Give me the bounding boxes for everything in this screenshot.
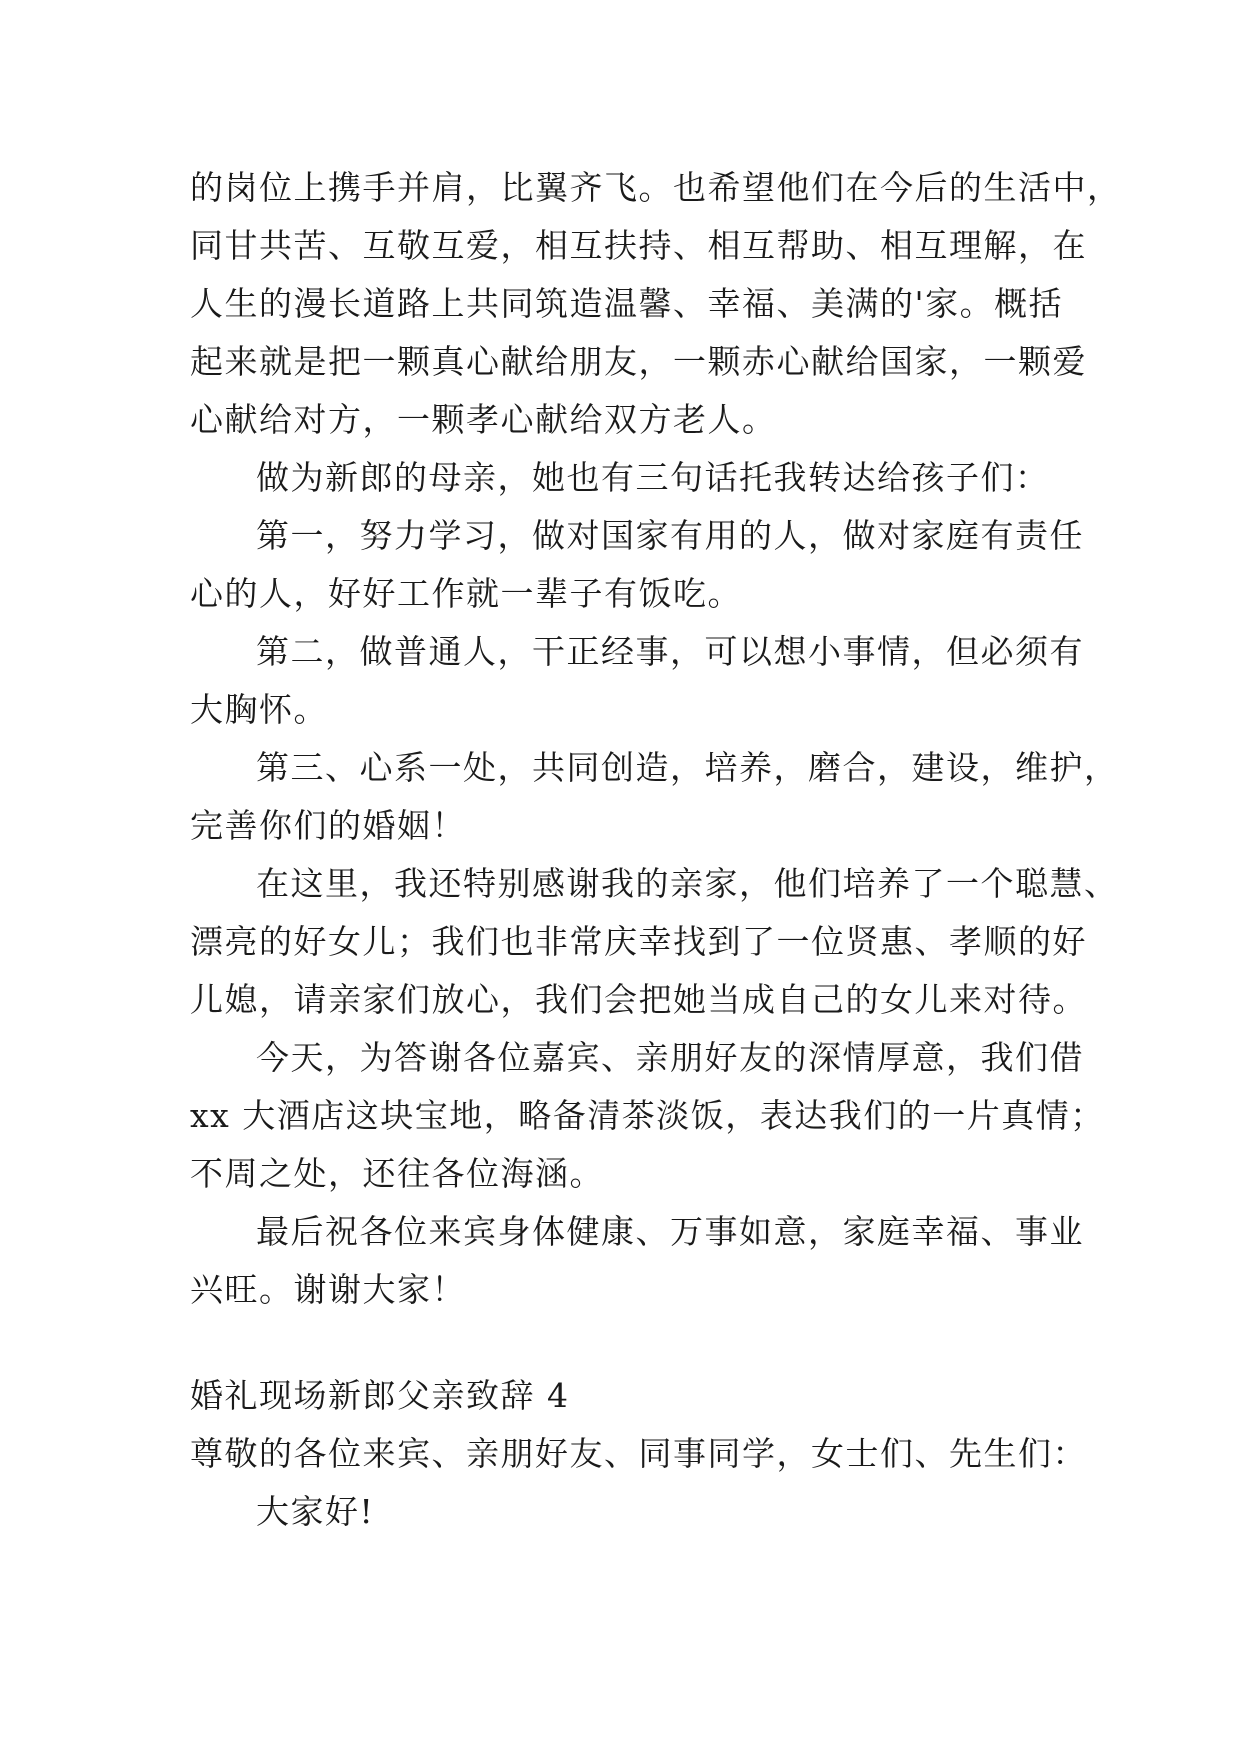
salutation-line: 尊敬的各位来宾、亲朋好友、同事同学，女士们、先生们： [190, 1434, 1087, 1473]
paragraph-first-line: 第二，做普通人，干正经事，可以想小事情，但必须有 [256, 632, 1084, 671]
greeting-line: 大家好! [256, 1492, 375, 1531]
paragraph-first-line: 在这里，我还特别感谢我的亲家，他们培养了一个聪慧、 [256, 864, 1119, 903]
text-line: 心的人，好好工作就一辈子有饭吃。 [190, 574, 742, 613]
paragraph-first-line: 第一，努力学习，做对国家有用的人，做对家庭有责任 [256, 516, 1084, 555]
paragraph-first-line: 今天，为答谢各位嘉宾、亲朋好友的深情厚意，我们借 [256, 1038, 1084, 1077]
text-line: xx 大酒店这块宝地，略备清茶淡饭，表达我们的一片真情； [190, 1096, 1105, 1135]
paragraph-first-line: 第三、心系一处，共同创造，培养，磨合，建设，维护， [256, 748, 1119, 787]
text-line: 兴旺。谢谢大家！ [190, 1270, 466, 1309]
text-line: 同甘共苦、互敬互爱，相互扶持、相互帮助、相互理解，在 [190, 226, 1087, 265]
text-line: 大胸怀。 [190, 690, 328, 729]
text-line: 漂亮的好女儿；我们也非常庆幸找到了一位贤惠、孝顺的好 [190, 922, 1087, 961]
paragraph-first-line: 最后祝各位来宾身体健康、万事如意，家庭幸福、事业 [256, 1212, 1084, 1251]
text-line: 儿媳，请亲家们放心，我们会把她当成自己的女儿来对待。 [190, 980, 1087, 1019]
text-line: 起来就是把一颗真心献给朋友，一颗赤心献给国家，一颗爱 [190, 342, 1087, 381]
text-line: 完善你们的婚姻！ [190, 806, 466, 845]
text-line: 的岗位上携手并肩，比翼齐飞。也希望他们在今后的生活中， [190, 168, 1122, 207]
text-line: 人生的漫长道路上共同筑造温馨、幸福、美满的'家。概括 [190, 284, 1064, 323]
text-line: 不周之处，还往各位海涵。 [190, 1154, 604, 1193]
text-line: 心献给对方，一颗孝心献给双方老人。 [190, 400, 777, 439]
paragraph-first-line: 做为新郎的母亲，她也有三句话托我转达给孩子们： [256, 458, 1050, 497]
section-heading: 婚礼现场新郎父亲致辞 4 [190, 1376, 570, 1415]
